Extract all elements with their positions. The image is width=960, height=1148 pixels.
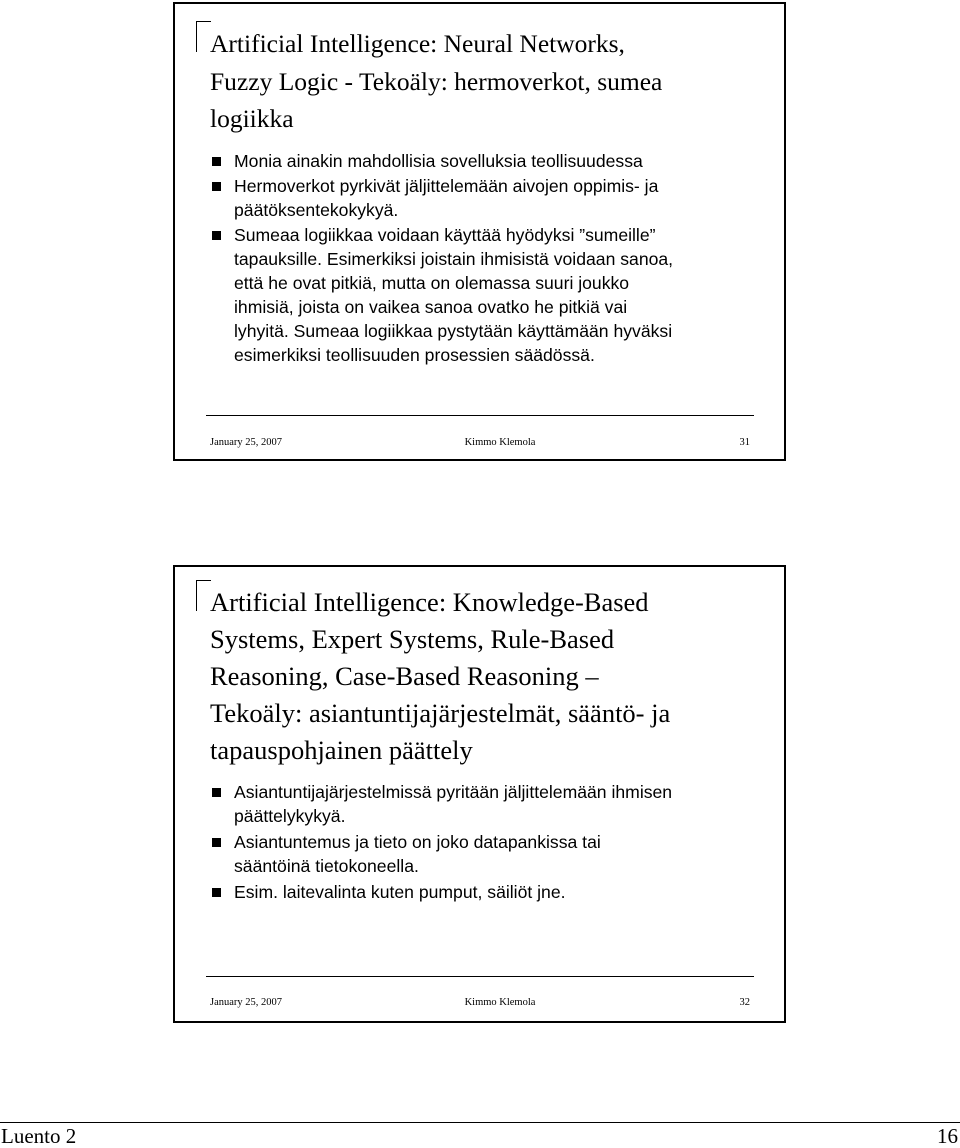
square-bullet-icon: [212, 182, 221, 191]
bullet-text-line: esimerkiksi teollisuuden prosessien säädössä.: [234, 345, 595, 365]
bullet-item: [211, 880, 766, 904]
footer-date: January 25, 2007: [210, 997, 283, 1008]
title-corner-mark: [196, 580, 211, 611]
title-line: Artificial Intelligence: Neural Networks,: [210, 29, 625, 58]
square-bullet-icon: [212, 788, 221, 797]
footer-date: January 25, 2007: [210, 437, 283, 448]
bullet-text-line: ihmisiä, joista on vaikea sanoa ovatko he pitkiä vai: [234, 297, 628, 317]
bullet-text-line: että he ovat pitkiä, mutta on olemassa suuri joukko: [234, 273, 630, 293]
bullet-list: [211, 780, 766, 906]
footer-author: Kimmo Klemola: [464, 997, 536, 1008]
footer-divider: [206, 976, 754, 977]
bullet-text-line: päätöksentekokykyä.: [234, 200, 399, 220]
bullet-text-line: Monia ainakin mahdollisia sovelluksia teollisuudessa: [234, 151, 643, 171]
bullet-text-line: Asiantuntemus ja tieto on joko datapankissa tai: [234, 832, 601, 852]
title-line: Tekoäly: asiantuntijajärjestelmät, sääntö- ja: [210, 698, 671, 728]
footer-author: Kimmo Klemola: [464, 437, 536, 448]
bullet-text-line: sääntöinä tietokoneella.: [234, 856, 419, 876]
lecture-label: Luento 2: [1, 1124, 77, 1148]
bullet-item: [211, 223, 766, 367]
square-bullet-icon: [212, 888, 221, 897]
slide-title: [210, 25, 772, 138]
title-line: Reasoning, Case-Based Reasoning –: [210, 661, 599, 691]
title-line: Systems, Expert Systems, Rule-Based: [210, 624, 615, 654]
title-line: Artificial Intelligence: Knowledge-Based: [210, 587, 649, 617]
bullet-text-line: päättelykykyä.: [234, 806, 346, 826]
slide-footer: [210, 997, 750, 1011]
bullet-text-line: Esim. laitevalinta kuten pumput, säiliöt jne.: [234, 882, 566, 902]
title-line: logiikka: [210, 104, 294, 133]
square-bullet-icon: [212, 231, 221, 240]
slide-number: 31: [739, 437, 750, 448]
title-corner-mark: [196, 21, 211, 52]
bullet-item: [211, 830, 766, 878]
page-footer-divider: [0, 1122, 960, 1123]
title-line: Fuzzy Logic - Tekoäly: hermoverkot, sumea: [210, 66, 663, 96]
bullet-item: [211, 780, 766, 828]
bullet-text-line: lyhyitä. Sumeaa logiikkaa pystytään käyttämään hyväksi: [234, 321, 673, 341]
footer-divider: [206, 415, 754, 416]
bullet-item: [211, 149, 766, 173]
bullet-list: [211, 149, 766, 368]
square-bullet-icon: [212, 157, 221, 166]
bullet-text-line: tapauksille. Esimerkiksi joistain ihmisistä voidaan sanoa,: [234, 249, 674, 269]
square-bullet-icon: [212, 838, 221, 847]
slide-number: 32: [739, 997, 750, 1008]
bullet-text-line: Hermoverkot pyrkivät jäljittelemään aivojen oppimis- ja: [234, 176, 659, 196]
slide-title: [210, 584, 772, 769]
title-line: tapauspohjainen päättely: [210, 735, 473, 765]
bullet-text-line: Asiantuntijajärjestelmissä pyritään jäljittelemään ihmisen: [234, 782, 673, 802]
bullet-item: [211, 174, 766, 222]
page-number: 16: [937, 1124, 958, 1148]
slide-footer: [210, 437, 750, 451]
slide-31: [173, 2, 786, 461]
bullet-text-line: Sumeaa logiikkaa voidaan käyttää hyödyksi ”sumeille”: [234, 225, 656, 245]
slide-32: [173, 565, 786, 1023]
